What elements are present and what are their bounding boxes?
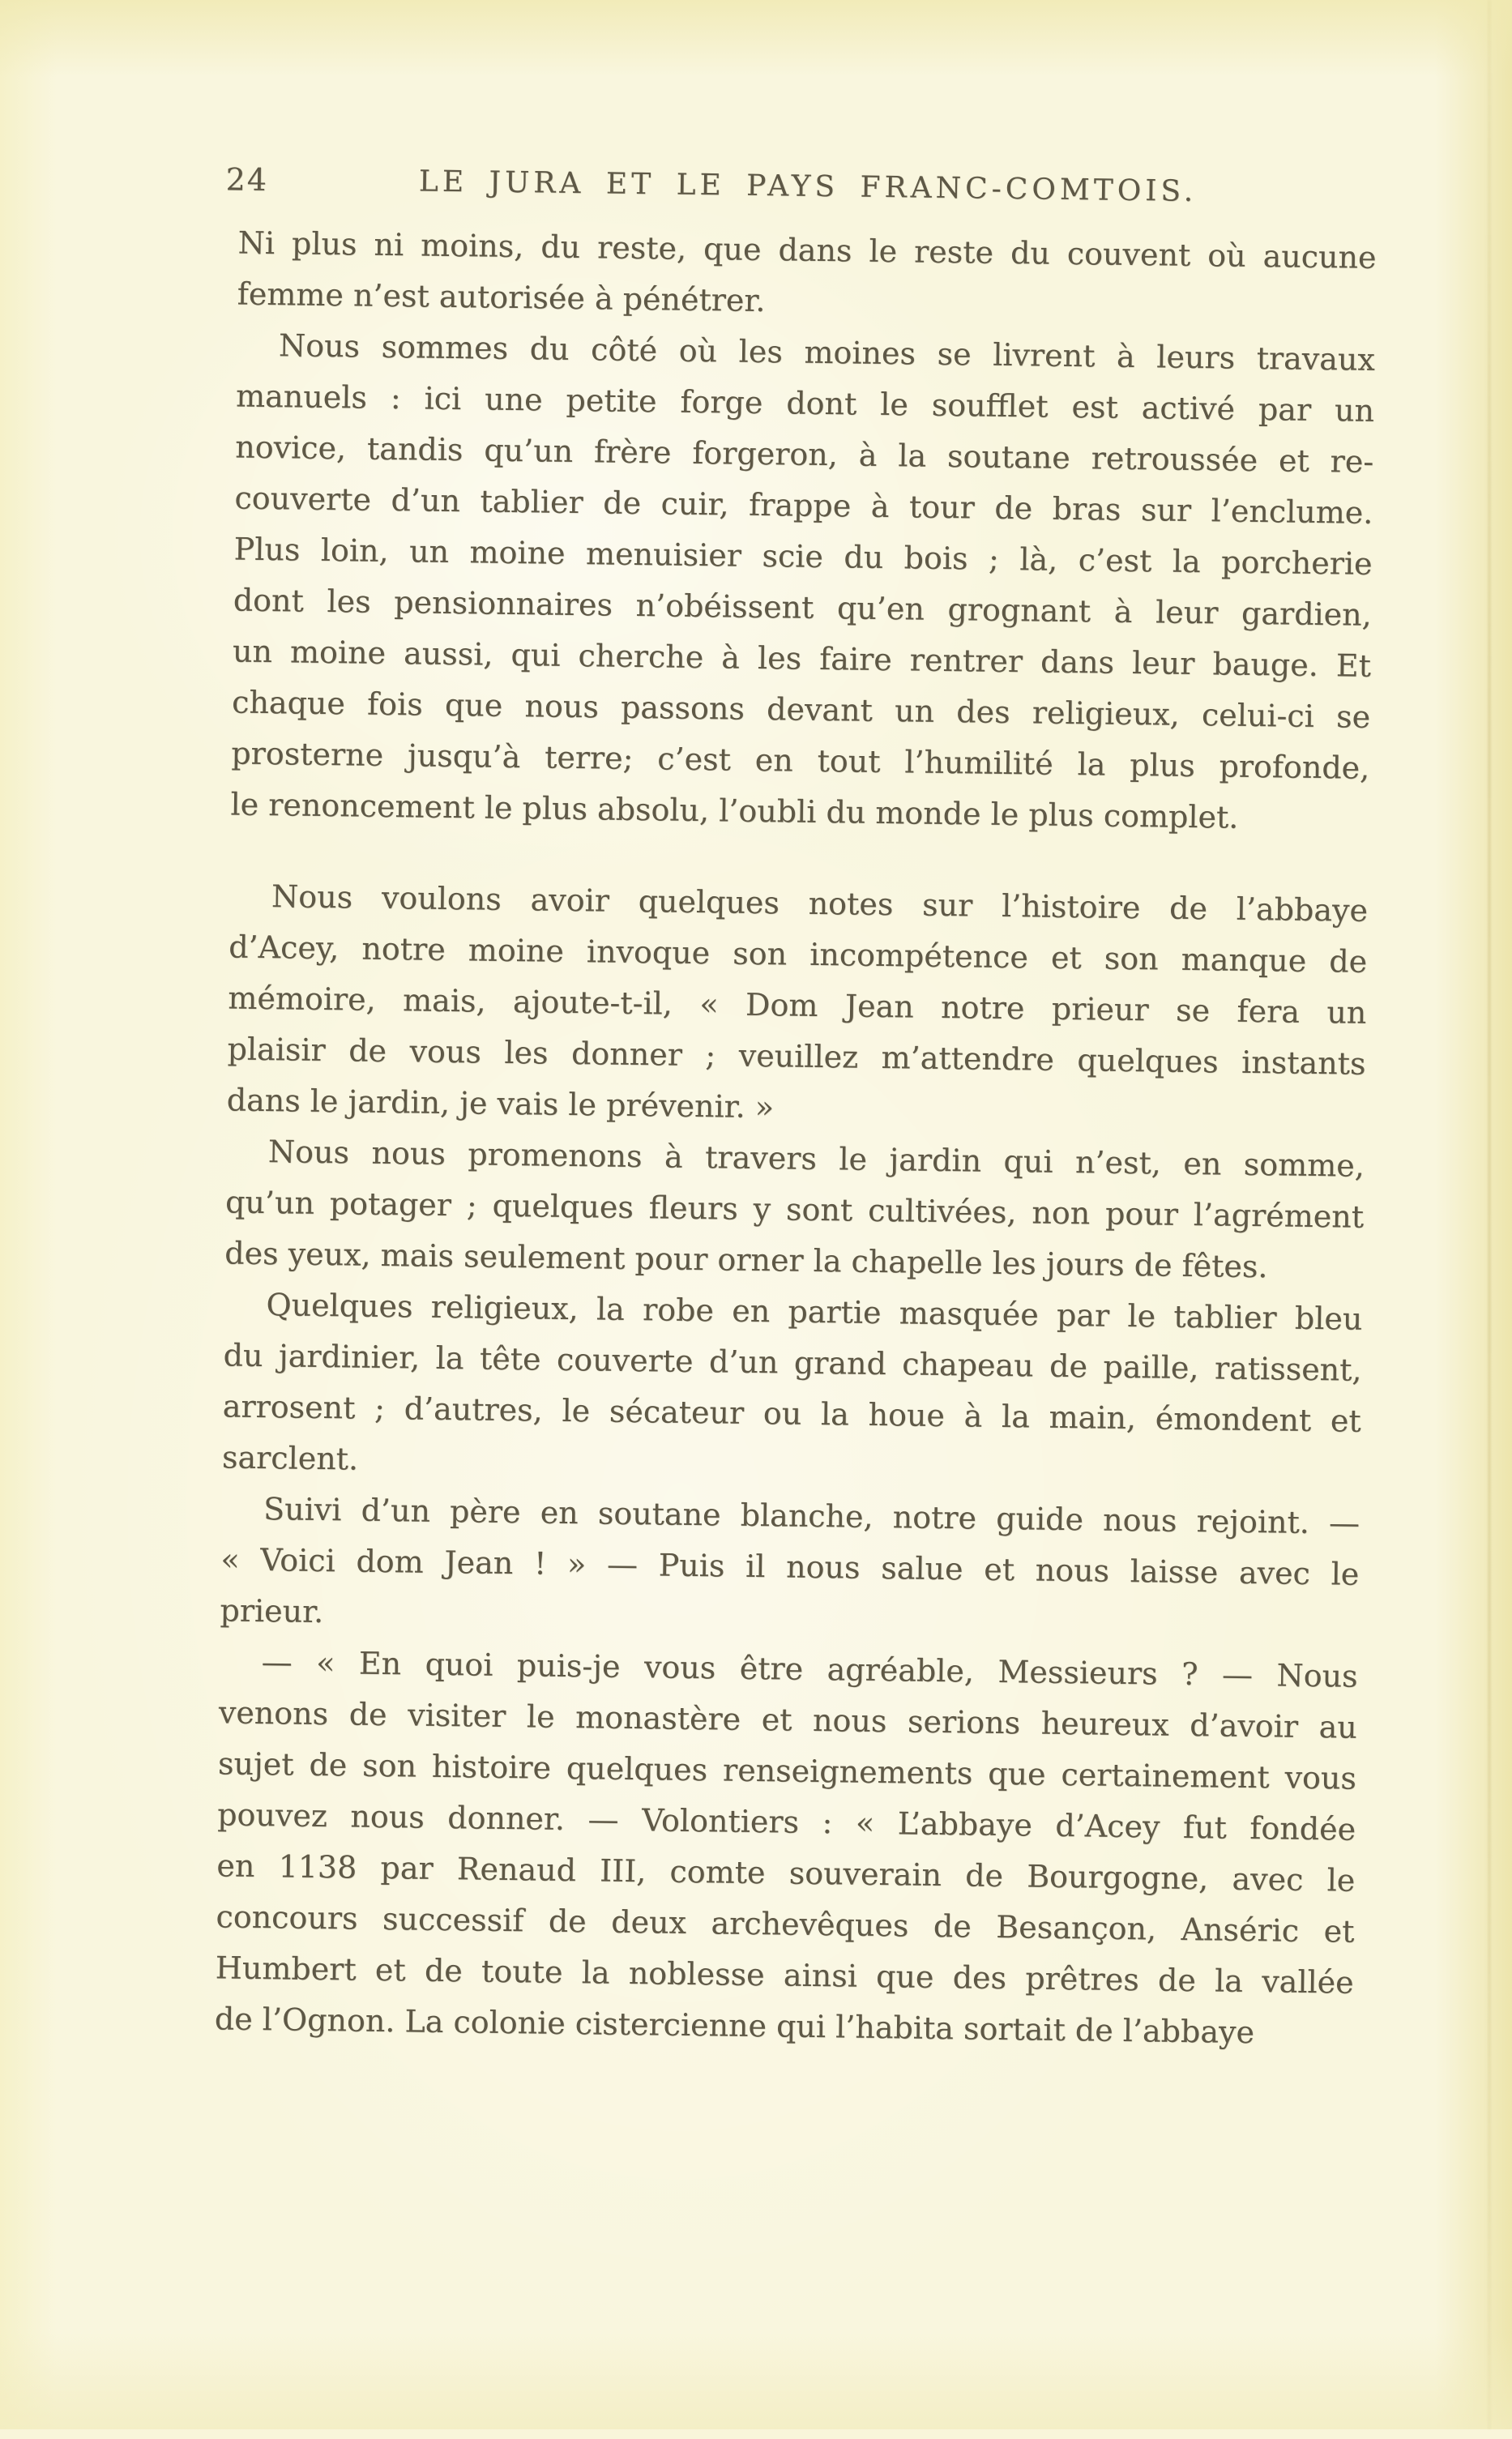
text-line: prieur.: [220, 1592, 324, 1630]
text-line: un moine aussi, qui cherche à les faire rentrer dans leur bauge. Et: [232, 633, 1372, 684]
paragraph: [220, 1483, 1360, 1651]
text-line: mémoire, mais, ajoute-t-il, « Dom Jean notre prieur se fera un: [228, 980, 1367, 1031]
text-line: manuels : ici une petite forge dont le soufflet est activé par un: [235, 378, 1375, 429]
text-line: Nous sommes du côté où les moines se livrent à leurs travaux: [278, 327, 1376, 378]
text-line: couverte d’un tablier de cuir, frappe à tour de bras sur l’enclume.: [234, 480, 1373, 531]
paragraph: [224, 1126, 1365, 1293]
text-line: Quelques religieux, la robe en partie masquée par le tablier bleu: [266, 1287, 1363, 1337]
paragraph: [222, 1279, 1363, 1497]
text-line: dans le jardin, je vais le prévenir. »: [226, 1082, 775, 1126]
text-line: Nous nous promenons à travers le jardin qui n’est, en somme,: [267, 1134, 1365, 1184]
paragraph: [215, 1636, 1358, 2059]
text-line: arrosent ; d’autres, le sécateur ou la houe à la main, émondent et: [222, 1388, 1362, 1439]
text-line: le renoncement le plus absolu, l’oubli du monde le plus complet.: [230, 786, 1239, 835]
text-line: prosterne jusqu’à terre; c’est en tout l’humilité la plus profonde,: [231, 735, 1370, 786]
text-line: Plus loin, un moine menuisier scie du bois ; là, c’est la porcherie: [233, 531, 1373, 582]
text-line: chaque fois que nous passons devant un des religieux, celui-ci se: [231, 684, 1371, 735]
page-header: [225, 159, 1377, 216]
text-line: pouvez nous donner. — Volontiers : « L’abbaye d’Acey fut fondée: [216, 1796, 1356, 1847]
paragraph: [226, 870, 1368, 1140]
text-line: novice, tandis qu’un frère forgeron, à la soutane retroussée et re-: [235, 429, 1374, 480]
text-line: femme n’est autorisée à pénétrer.: [237, 276, 766, 319]
paragraph: [237, 218, 1377, 335]
running-title: LE JURA ET LE PAYS FRANC-COMTOIS.: [418, 164, 1198, 209]
text-line: de l’Ognon. La colonie cistercienne qui l’habita sortait de l’abbaye: [214, 2001, 1255, 2051]
text-line: qu’un potager ; quelques fleurs y sont cultivées, non pour l’agrément: [224, 1184, 1365, 1235]
text-line: Ni plus ni moins, du reste, que dans le reste du couvent où aucune: [237, 224, 1377, 276]
text-line: concours successif de deux archevêques de Besançon, Anséric et: [216, 1899, 1355, 1950]
text-block: [215, 218, 1377, 2060]
text-line: sarclent.: [221, 1439, 359, 1477]
page-edge-crease: [1488, 0, 1491, 2429]
text-line: d’Acey, notre moine invoque son incompétence et son manque de: [228, 929, 1368, 980]
text-line: en 1138 par Renaud III, comte souverain de Bourgogne, avec le: [216, 1847, 1356, 1899]
text-line: Nous voulons avoir quelques notes sur l’histoire de l’abbaye: [271, 878, 1369, 929]
text-line: — « En quoi puis-je vous être agréable, Messieurs ? — Nous: [261, 1644, 1358, 1694]
text-line: venons de visiter le monastère et nous serions heureux d’avoir au: [218, 1694, 1358, 1745]
page-number: 24: [225, 161, 269, 199]
text-line: « Voici dom Jean ! » — Puis il nous salue et nous laisse avec le: [220, 1541, 1360, 1592]
text-line: Humbert et de toute la noblesse ainsi que des prêtres de la vallée: [215, 1950, 1354, 2001]
text-line: sujet de son histoire quelques renseignements que certainement vous: [217, 1745, 1357, 1796]
text-line: dont les pensionnaires n’obéissent qu’en grognant à leur gardien,: [233, 582, 1373, 633]
text-line: des yeux, mais seulement pour orner la chapelle les jours de fêtes.: [224, 1235, 1268, 1285]
text-line: Suivi d’un père en soutane blanche, notre guide nous rejoint. —: [263, 1491, 1360, 1541]
text-line: du jardinier, la tête couverte d’un grand chapeau de paille, ratissent,: [223, 1337, 1362, 1388]
paragraph: [230, 320, 1375, 845]
text-line: plaisir de vous les donner ; veuillez m’attendre quelques instants: [227, 1031, 1366, 1082]
